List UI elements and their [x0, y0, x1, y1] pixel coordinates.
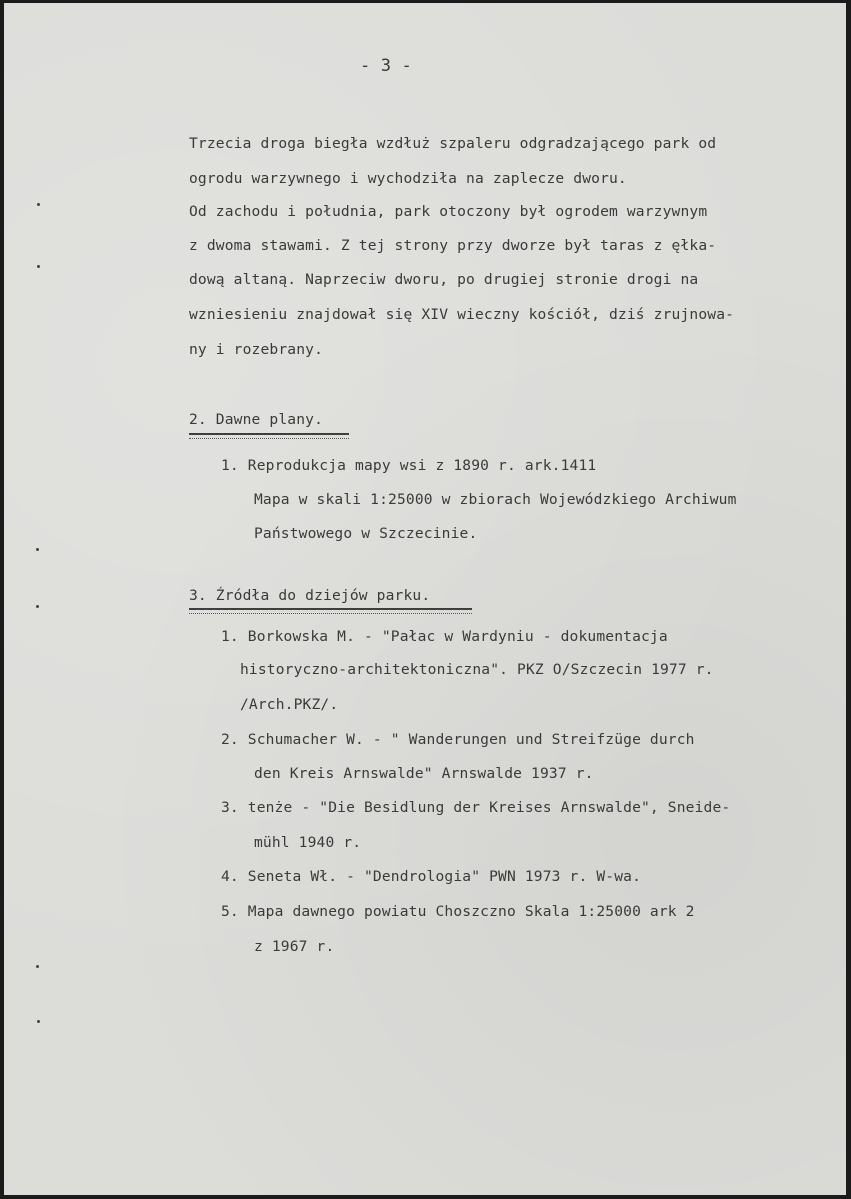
list-item-line: historyczno-architektoniczna". PKZ O/Szczecin 1977 r. [240, 661, 714, 678]
paragraph-line: wzniesieniu znajdował się XIV wieczny kościół, dziś zrujnowa- [189, 306, 735, 323]
heading-underline [189, 613, 472, 614]
list-item-line: Mapa w skali 1:25000 w zbiorach Wojewódzkiego Archiwum [254, 491, 737, 508]
paragraph-line: ny i rozebrany. [189, 341, 324, 358]
list-item-line: 1. Borkowska M. - "Pałac w Wardyniu - dokumentacja [221, 628, 668, 645]
paragraph-line: Trzecia droga biegła wzdłuż szpaleru odgradzającego park od [189, 135, 717, 152]
scan-speck [37, 203, 40, 206]
list-item-line: /Arch.PKZ/. [240, 696, 339, 713]
list-item-line: mühl 1940 r. [254, 834, 362, 851]
list-item-line: 5. Mapa dawnego powiatu Choszczno Skala 1:25000 ark 2 [221, 903, 695, 920]
list-item-line: 1. Reprodukcja mapy wsi z 1890 r. ark.1411 [221, 457, 597, 474]
scan-speck [36, 965, 39, 968]
scan-speck [37, 265, 40, 268]
list-item-line: 3. tenże - "Die Besidlung der Kreises Arnswalde", Sneide- [221, 799, 731, 816]
heading-underline [189, 433, 349, 435]
heading-underline [189, 438, 349, 439]
list-item-line: 4. Seneta Wł. - "Dendrologia" PWN 1973 r. W-wa. [221, 868, 642, 885]
list-item-line: Państwowego w Szczecinie. [254, 525, 478, 542]
list-item-line: den Kreis Arnswalde" Arnswalde 1937 r. [254, 765, 594, 782]
heading-underline [189, 608, 472, 610]
scan-speck [36, 605, 39, 608]
page-number: - 3 - [360, 56, 412, 76]
document-page [4, 3, 846, 1195]
paragraph-line: Od zachodu i południa, park otoczony był ogrodem warzywnym [189, 203, 708, 220]
section-heading: 3. Źródła do dziejów parku. [189, 587, 431, 604]
paragraph-line: ogrodu warzywnego i wychodziła na zaplecze dworu. [189, 170, 627, 187]
paragraph-line: dową altaną. Naprzeciw dworu, po drugiej stronie drogi na [189, 271, 699, 288]
paragraph-line: z dwoma stawami. Z tej strony przy dworze był taras z ęłka- [189, 237, 717, 254]
section-heading: 2. Dawne plany. [189, 411, 324, 428]
scan-speck [37, 1020, 40, 1023]
scan-speck [36, 548, 39, 551]
list-item-line: 2. Schumacher W. - " Wanderungen und Streifzüge durch [221, 731, 695, 748]
list-item-line: z 1967 r. [254, 938, 335, 955]
